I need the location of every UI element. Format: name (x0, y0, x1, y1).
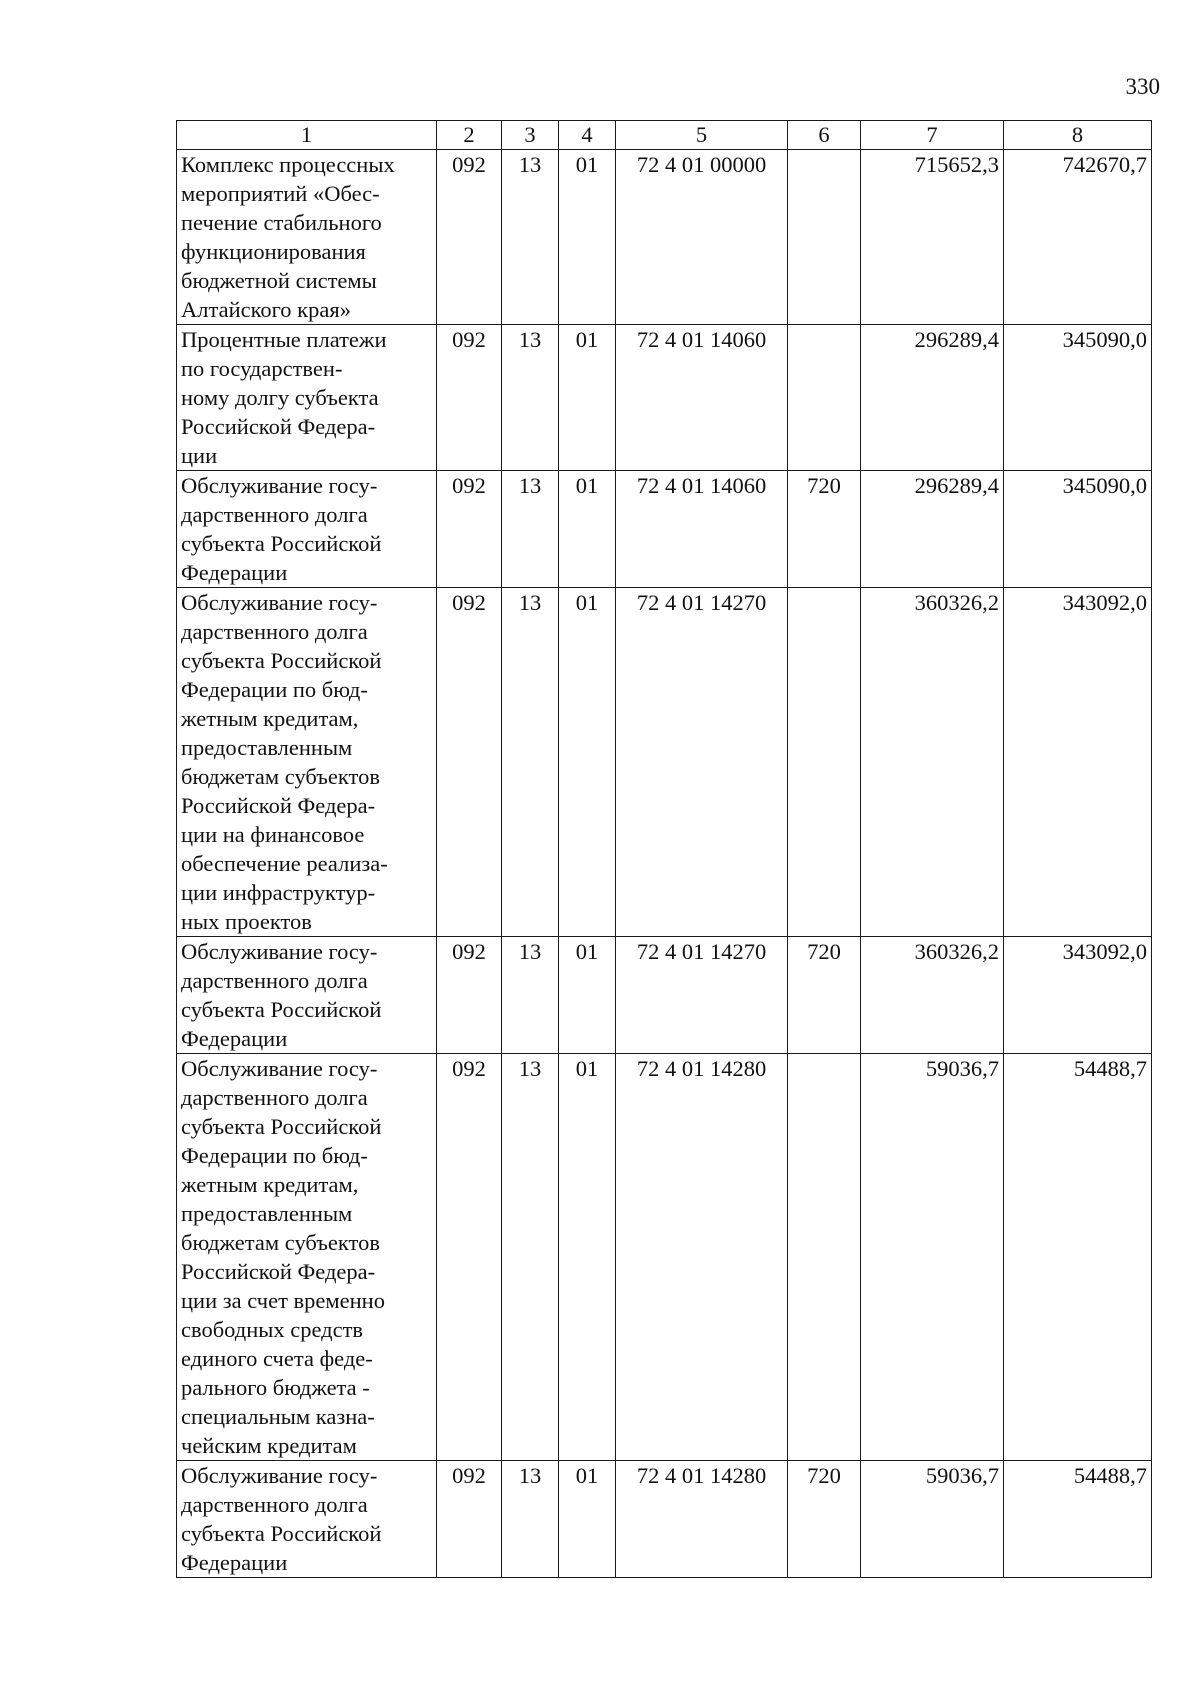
cell-amount-year1: 296289,4 (861, 325, 1004, 471)
cell-amount-year1: 360326,2 (861, 937, 1004, 1054)
cell-expense-name (177, 471, 437, 588)
expense-name-line: Российской Федера- (181, 1259, 376, 1284)
cell-amount-year1: 296289,4 (861, 471, 1004, 588)
table-body (177, 150, 1152, 1578)
cell-expense-type: 720 (788, 937, 861, 1054)
cell-amount-year2: 54488,7 (1004, 1461, 1152, 1578)
expense-name-line: предоставленным (181, 735, 353, 760)
cell-amount-year2: 343092,0 (1004, 937, 1152, 1054)
cell-glava: 092 (437, 471, 502, 588)
cell-glava: 092 (437, 1054, 502, 1461)
header-cell: 3 (502, 121, 559, 150)
cell-amount-year2: 345090,0 (1004, 325, 1152, 471)
cell-razdel: 13 (502, 1054, 559, 1461)
cell-podrazdel: 01 (559, 937, 616, 1054)
header-cell: 4 (559, 121, 616, 150)
cell-expense-type: 720 (788, 471, 861, 588)
cell-podrazdel: 01 (559, 588, 616, 937)
expense-name-line: дарственного долга (181, 619, 368, 644)
cell-amount-year1: 715652,3 (861, 150, 1004, 325)
cell-amount-year2: 343092,0 (1004, 588, 1152, 937)
expense-name-line: чейским кредитам (181, 1433, 357, 1458)
cell-glava: 092 (437, 1461, 502, 1578)
expense-name-line: Российской Федера- (181, 414, 376, 439)
cell-expense-type (788, 588, 861, 937)
expense-name-line: Алтайского края» (181, 297, 351, 322)
cell-razdel: 13 (502, 588, 559, 937)
cell-podrazdel: 01 (559, 1054, 616, 1461)
budget-table (176, 120, 1152, 1578)
cell-target-article: 72 4 01 00000 (616, 150, 788, 325)
expense-name-line: единого счета феде- (181, 1346, 373, 1371)
cell-expense-name (177, 150, 437, 325)
page-number: 330 (1125, 74, 1160, 99)
expense-name-line: Федерации по бюд- (181, 1143, 368, 1168)
expense-name-line: печение стабильного (181, 210, 382, 235)
header-cell: 7 (861, 121, 1004, 150)
expense-name-line: Обслуживание госу- (181, 473, 378, 498)
expense-name-line: субъекта Российской (181, 997, 382, 1022)
expense-name-line: Обслуживание госу- (181, 1056, 378, 1081)
table-row (177, 1461, 1152, 1578)
cell-podrazdel: 01 (559, 1461, 616, 1578)
expense-name-line: жетным кредитам, (181, 1172, 359, 1197)
expense-name-line: ции за счет временно (181, 1288, 385, 1313)
expense-name-line: бюджетам субъектов (181, 764, 380, 789)
table-row (177, 937, 1152, 1054)
cell-expense-type (788, 150, 861, 325)
table-row (177, 588, 1152, 937)
cell-razdel: 13 (502, 1461, 559, 1578)
cell-amount-year1: 59036,7 (861, 1054, 1004, 1461)
cell-razdel: 13 (502, 937, 559, 1054)
expense-name-line: дарственного долга (181, 1085, 368, 1110)
expense-name-line: Российской Федера- (181, 793, 376, 818)
expense-name-line: Федерации (181, 1026, 288, 1051)
header-cell: 1 (177, 121, 437, 150)
cell-target-article: 72 4 01 14060 (616, 471, 788, 588)
cell-razdel: 13 (502, 471, 559, 588)
expense-name-line: дарственного долга (181, 502, 368, 527)
cell-amount-year1: 360326,2 (861, 588, 1004, 937)
cell-amount-year1: 59036,7 (861, 1461, 1004, 1578)
expense-name-line: функционирования (181, 239, 366, 264)
expense-name-line: бюджетной системы (181, 268, 377, 293)
expense-name-line: Обслуживание госу- (181, 939, 378, 964)
cell-podrazdel: 01 (559, 150, 616, 325)
header-cell: 2 (437, 121, 502, 150)
expense-name-line: ции инфраструктур- (181, 880, 376, 905)
cell-target-article: 72 4 01 14270 (616, 937, 788, 1054)
cell-glava: 092 (437, 150, 502, 325)
expense-name-line: дарственного долга (181, 1492, 368, 1517)
expense-name-line: Процентные платежи (181, 327, 387, 352)
cell-razdel: 13 (502, 150, 559, 325)
expense-name-line: субъекта Российской (181, 1521, 382, 1546)
table-row (177, 150, 1152, 325)
expense-name-line: субъекта Российской (181, 1114, 382, 1139)
cell-expense-type (788, 325, 861, 471)
cell-expense-type: 720 (788, 1461, 861, 1578)
cell-amount-year2: 54488,7 (1004, 1054, 1152, 1461)
header-row (177, 121, 1152, 150)
expense-name-line: мероприятий «Обес- (181, 181, 380, 206)
cell-target-article: 72 4 01 14280 (616, 1461, 788, 1578)
cell-glava: 092 (437, 588, 502, 937)
expense-name-line: Федерации (181, 1550, 288, 1575)
expense-name-line: предоставленным (181, 1201, 353, 1226)
cell-expense-name (177, 937, 437, 1054)
header-cell: 5 (616, 121, 788, 150)
header-cell: 6 (788, 121, 861, 150)
cell-amount-year2: 345090,0 (1004, 471, 1152, 588)
header-cell: 8 (1004, 121, 1152, 150)
table-row (177, 1054, 1152, 1461)
expense-name-line: рального бюджета - (181, 1375, 370, 1400)
cell-expense-type (788, 1054, 861, 1461)
expense-name-line: Обслуживание госу- (181, 590, 378, 615)
expense-name-line: Обслуживание госу- (181, 1463, 378, 1488)
cell-razdel: 13 (502, 325, 559, 471)
expense-name-line: ному долгу субъекта (181, 385, 379, 410)
expense-name-line: бюджетам субъектов (181, 1230, 380, 1255)
expense-name-line: обеспечение реализа- (181, 851, 388, 876)
expense-name-line: по государствен- (181, 356, 343, 381)
expense-name-line: специальным казна- (181, 1404, 375, 1429)
cell-expense-name (177, 325, 437, 471)
expense-name-line: Федерации по бюд- (181, 677, 368, 702)
expense-name-line: субъекта Российской (181, 531, 382, 556)
expense-name-line: свободных средств (181, 1317, 364, 1342)
cell-glava: 092 (437, 325, 502, 471)
expense-name-line: дарственного долга (181, 968, 368, 993)
cell-podrazdel: 01 (559, 325, 616, 471)
expense-name-line: жетным кредитам, (181, 706, 359, 731)
cell-expense-name (177, 1461, 437, 1578)
cell-glava: 092 (437, 937, 502, 1054)
cell-expense-name (177, 588, 437, 937)
expense-name-line: Федерации (181, 560, 288, 585)
table-row (177, 325, 1152, 471)
expense-name-line: ции на финансовое (181, 822, 365, 847)
expense-name-line: Комплекс процессных (181, 152, 395, 177)
cell-target-article: 72 4 01 14060 (616, 325, 788, 471)
expense-name-line: субъекта Российской (181, 648, 382, 673)
expense-name-line: ции (181, 443, 218, 468)
cell-podrazdel: 01 (559, 471, 616, 588)
cell-target-article: 72 4 01 14280 (616, 1054, 788, 1461)
cell-expense-name (177, 1054, 437, 1461)
expense-name-line: ных проектов (181, 909, 312, 934)
cell-amount-year2: 742670,7 (1004, 150, 1152, 325)
table-row (177, 471, 1152, 588)
cell-target-article: 72 4 01 14270 (616, 588, 788, 937)
